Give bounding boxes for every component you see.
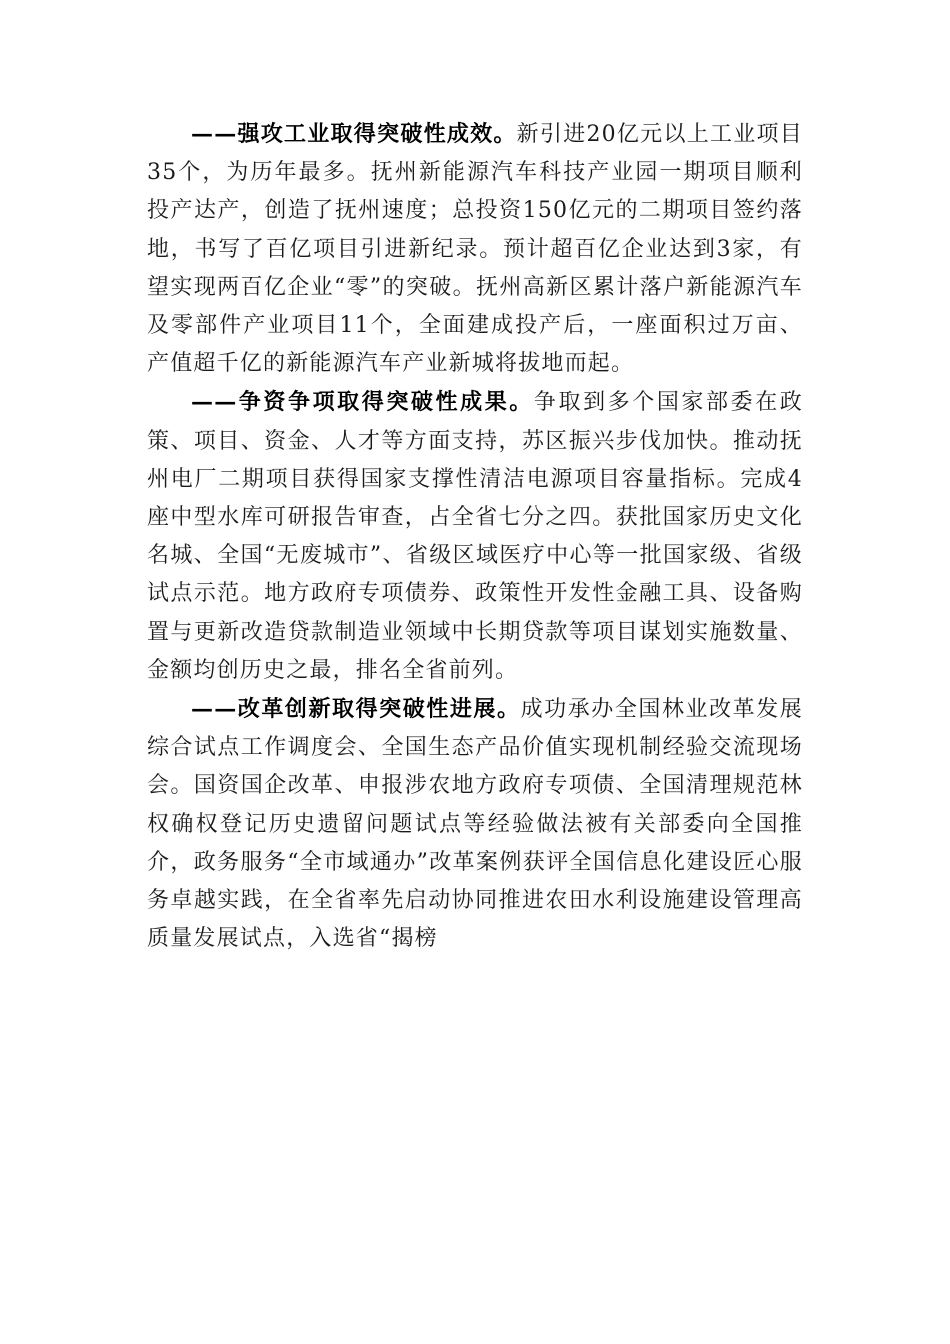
document-body — [147, 115, 803, 958]
paragraph-heading: ——改革创新取得突破性进展。 — [191, 696, 521, 723]
paragraph-heading: ——强攻工业取得突破性成效。 — [191, 121, 517, 147]
paragraph-text: 争取到多个国家部委在政策、项目、资金、人才等方面支持，苏区振兴步伐加快。推动抚州电厂二期项目获得国家支撑性清洁电源项目容量指标。完成4座中型水库可研报告审查，占全省七分之四。获批国家历史文化名城、全国“无废城市”、省级区域医疗中心等一批国家级、省级试点示范。地方政府专项债券、政策性开发性金融工具、设备购置与更新改造贷款制造业领域中长期贷款等项目谋划实施数量、金额均创历史之最，排名全省前列。 — [147, 390, 803, 683]
paragraph-text: 成功承办全国林业改革发展综合试点工作调度会、全国生态产品价值实现机制经验交流现场会。国资国企改革、申报涉农地方政府专项债、全国清理规范林权确权登记历史遗留问题试点等经验做法被有关部委向全国推介，政务服务“全市域通办”改革案例获评全国信息化建设匠心服务卓越实践，在全省率先启动协同推进农田水利设施建设管理高质量发展试点，入选省“揭榜 — [147, 697, 803, 952]
paragraph-text: 新引进20亿元以上工业项目35个，为历年最多。抚州新能源汽车科技产业园一期项目顺利投产达产，创造了抚州速度；总投资150亿元的二期项目签约落地，书写了百亿项目引进新纪录。预计超百亿企业达到3家，有望实现两百亿企业“零”的突破。抚州高新区累计落户新能源汽车及零部件产业项目11个，全面建成投产后，一座面积过万亩、产值超千亿的新能源汽车产业新城将拔地而起。 — [147, 122, 803, 377]
paragraph-reform — [147, 690, 803, 958]
paragraph-industry — [147, 115, 803, 383]
paragraph-funding — [147, 383, 803, 690]
paragraph-heading: ——争资争项取得突破性成果。 — [191, 389, 534, 416]
